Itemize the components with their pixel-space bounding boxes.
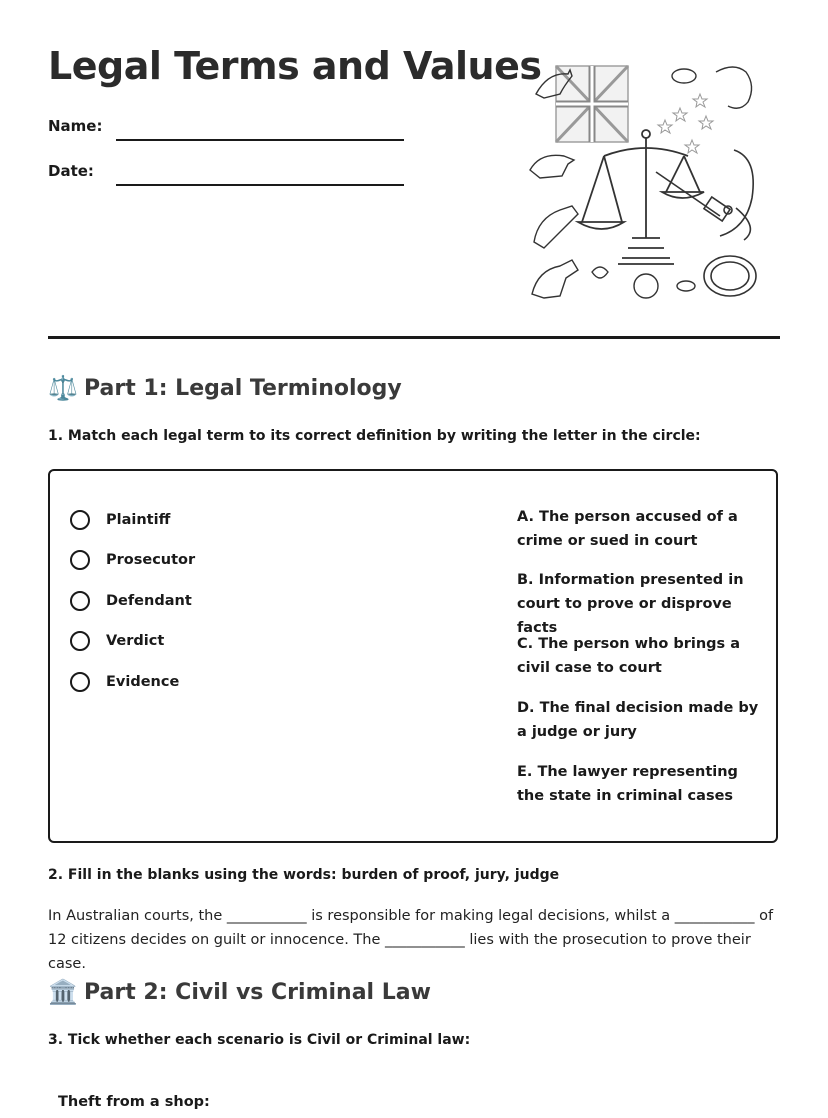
stars-icon <box>658 94 713 153</box>
scales-of-justice-icon <box>578 130 704 264</box>
definition-d: D. The final decision made by a judge or jury <box>517 700 759 740</box>
term-row-defendant <box>70 588 192 614</box>
term-row-verdict <box>70 628 164 654</box>
definition-c: C. The person who brings a civil case to court <box>517 636 741 676</box>
answer-circle[interactable] <box>70 591 90 611</box>
section-divider <box>48 336 780 339</box>
answer-circle[interactable] <box>70 631 90 651</box>
flag-icon <box>556 66 628 142</box>
legal-illustration <box>520 58 768 308</box>
term-label: Defendant <box>106 593 192 609</box>
matching-box <box>48 469 778 843</box>
answer-circle[interactable] <box>70 510 90 530</box>
scenario-item: Theft from a shop: <box>58 1094 210 1110</box>
question-1: 1. Match each legal term to its correct definition by writing the letter in the circle: <box>48 428 701 444</box>
term-row-evidence <box>70 669 179 695</box>
part1-heading <box>48 374 402 402</box>
answer-circle[interactable] <box>70 672 90 692</box>
term-label: Evidence <box>106 674 180 690</box>
part2-heading-text: Part 2: Civil vs Criminal Law <box>84 979 431 1005</box>
definition-e: E. The lawyer representing the state in criminal cases <box>517 764 738 804</box>
term-row-prosecutor <box>70 547 195 573</box>
fill-in-paragraph[interactable]: In Australian courts, the ___________ is responsible for making legal decisions, whilst a ___________ of 12 citizens decides on guilt or innocence. The ___________ lies with the prosecution to prove their case. <box>48 908 774 972</box>
date-line[interactable] <box>116 184 404 186</box>
courthouse-icon: 🏛️ <box>48 978 78 1006</box>
term-label: Verdict <box>106 633 165 649</box>
term-label: Plaintiff <box>106 512 171 528</box>
date-label: Date: <box>48 162 94 180</box>
page-title: Legal Terms and Values <box>48 44 542 88</box>
question-3: 3. Tick whether each scenario is Civil or Criminal law: <box>48 1032 471 1048</box>
part2-heading <box>48 978 431 1006</box>
part1-heading-text: Part 1: Legal Terminology <box>84 375 402 401</box>
handcuffs-icon <box>704 150 756 296</box>
term-label: Prosecutor <box>106 552 196 568</box>
question-2: 2. Fill in the blanks using the words: burden of proof, jury, judge <box>48 867 560 883</box>
scales-icon: ⚖️ <box>48 374 78 402</box>
definition-b: B. Information presented in court to prove or disprove facts <box>517 572 744 636</box>
answer-circle[interactable] <box>70 550 90 570</box>
name-label: Name: <box>48 117 103 135</box>
definition-a: A. The person accused of a crime or sued in court <box>517 509 738 549</box>
term-row-plaintiff <box>70 507 170 533</box>
name-line[interactable] <box>116 139 404 141</box>
